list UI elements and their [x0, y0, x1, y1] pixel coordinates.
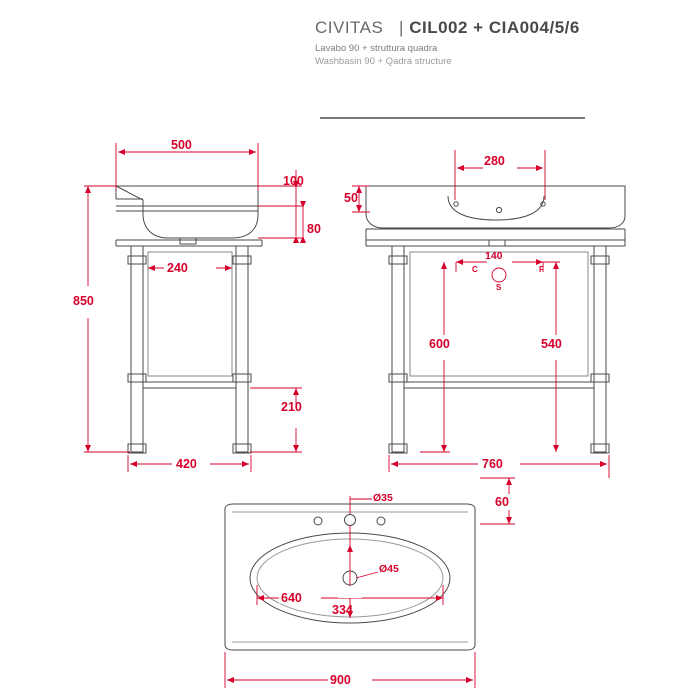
dim-front-overall-width: 760 [482, 457, 503, 471]
dim-side-base-width: 420 [176, 457, 197, 471]
header-code: CIL002 + CIA004/5/6 [409, 18, 580, 37]
label-hot-hole: F [539, 265, 544, 274]
dim-side-total-height: 850 [73, 294, 94, 308]
dim-side-basin-height: 100 [283, 174, 304, 188]
dim-front-tap-center: 280 [484, 154, 505, 168]
dim-plan-bowl-offset: 334 [332, 603, 353, 617]
dim-side-basin-lip: 80 [307, 222, 321, 236]
header-separator: | [399, 18, 404, 37]
dim-side-inner-depth: 240 [167, 261, 188, 275]
dim-front-shelf-height: 540 [541, 337, 562, 351]
dim-front-hole-spacing: 140 [485, 250, 503, 262]
header-brand: CIVITAS [315, 18, 384, 37]
label-drain-hole: S [496, 283, 502, 292]
header-subtitle-en: Washbasin 90 + Qadra structure [315, 56, 452, 67]
label-cold-hole: C [472, 265, 478, 274]
dim-front-rim-thickness: 50 [344, 191, 358, 205]
dim-side-top-width: 500 [171, 138, 192, 152]
dim-front-depth-right: 60 [495, 495, 509, 509]
dim-side-lower-shelf: 210 [281, 400, 302, 414]
dim-plan-tap-hole-dia: Ø35 [373, 492, 393, 504]
dim-plan-overall-length: 900 [330, 673, 351, 687]
dim-plan-drain-dia: Ø45 [379, 563, 399, 575]
dim-plan-bowl-length: 640 [281, 591, 302, 605]
dim-front-structure-height: 600 [429, 337, 450, 351]
header-subtitle-it: Lavabo 90 + struttura quadra [315, 43, 438, 54]
